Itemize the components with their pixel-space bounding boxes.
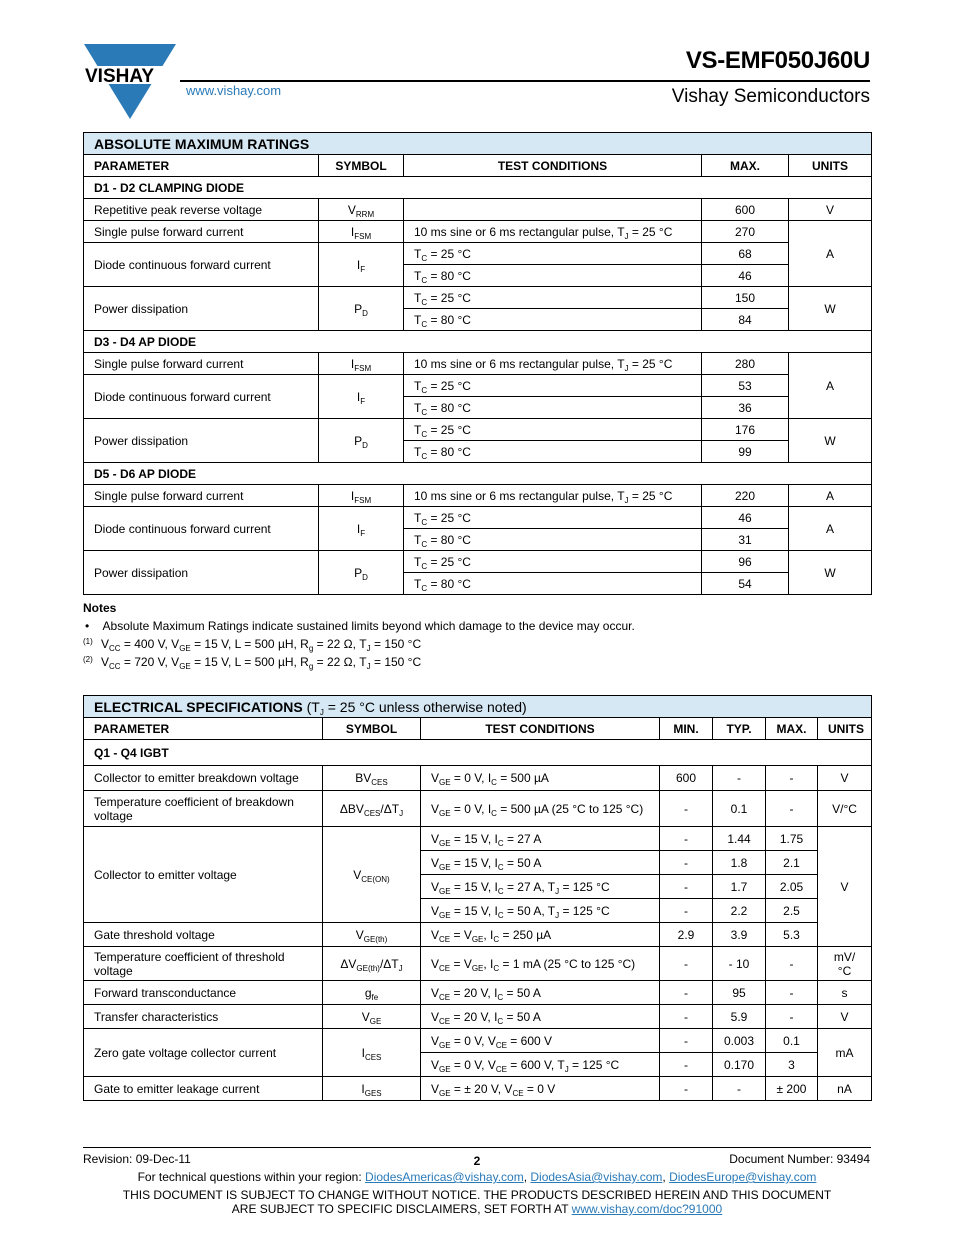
param-cell: Single pulse forward current	[84, 353, 319, 375]
param-cell: Diode continuous forward current	[84, 375, 319, 419]
unit-cell: A	[789, 507, 872, 551]
typ-cell: -	[713, 1077, 766, 1101]
typ-cell: 95	[713, 981, 766, 1005]
min-cell: -	[660, 791, 713, 827]
max-cell: 2.1	[766, 851, 818, 875]
typ-cell: 1.7	[713, 875, 766, 899]
typ-cell: -	[713, 766, 766, 791]
unit-cell: s	[818, 981, 872, 1005]
typ-cell: - 10	[713, 947, 766, 981]
company-name: Vishay Semiconductors	[671, 86, 870, 107]
param-cell: Transfer characteristics	[84, 1005, 323, 1029]
param-cell: Single pulse forward current	[84, 485, 319, 507]
symbol-cell: $I_F$	[319, 375, 404, 419]
symbol-cell: $I_{FSM}$	[319, 221, 404, 243]
email-americas-link[interactable]: DiodesAmericas@vishay.com	[365, 1170, 524, 1184]
cond-cell: 10 ms sine or 6 ms rectangular pulse, $T_J = 25$ °C	[404, 485, 702, 507]
table-row	[84, 243, 872, 265]
note-1: (1) $V_{CC} = 400$ V, $V_{GE} = 15$ V, L = 500 µH, $R_g = 22$ Ω, $T_J = 150$ °C	[83, 637, 422, 653]
min-cell: -	[660, 981, 713, 1005]
symbol-cell: $V_{GE(th)}$	[323, 923, 421, 947]
param-cell: Collector to emitter voltage	[84, 827, 323, 923]
cond-cell: $T_C = 25$ °C	[404, 551, 702, 573]
value-cell: 46	[702, 507, 789, 529]
max-cell: 5.3	[766, 923, 818, 947]
email-asia-link[interactable]: DiodesAsia@vishay.com	[530, 1170, 663, 1184]
unit-cell: mA	[818, 1029, 872, 1077]
min-cell: 600	[660, 766, 713, 791]
cond-cell: $T_C = 25$ °C	[404, 287, 702, 309]
value-cell: 150	[702, 287, 789, 309]
typ-cell: 1.44	[713, 827, 766, 851]
cond-cell: $T_C = 25$ °C	[404, 419, 702, 441]
cond-cell: $V_{GE} = 0$ V, $I_C = 500$ µA (25 °C to 125 °C)	[421, 791, 660, 827]
unit-cell: A	[789, 485, 872, 507]
note-bullet: • Absolute Maximum Ratings indicate sustained limits beyond which damage to the device may occur.	[85, 619, 635, 633]
table-row	[84, 419, 872, 441]
cond-cell: $T_C = 80$ °C	[404, 309, 702, 331]
value-cell: 36	[702, 397, 789, 419]
cond-cell: $V_{GE} = 0$ V, $V_{CE} = 600$ V, $T_J = 125$ °C	[421, 1053, 660, 1077]
param-cell: Temperature coefficient of threshold voltage	[84, 947, 323, 981]
param-cell: Repetitive peak reverse voltage	[84, 199, 319, 221]
contact-line: For technical questions within your region: DiodesAmericas@vishay.com, DiodesAsia@vishay.com, DiodesEurope@vishay.com	[137, 1170, 817, 1184]
param-cell: Gate to emitter leakage current	[84, 1077, 323, 1101]
param-cell: Diode continuous forward current	[84, 507, 319, 551]
max-cell: 2.5	[766, 899, 818, 923]
table-row	[84, 827, 872, 851]
unit-cell: A	[789, 353, 872, 419]
header-rule	[180, 80, 870, 82]
value-cell: 176	[702, 419, 789, 441]
col-header: MIN.	[660, 718, 713, 740]
cond-cell: $V_{GE} = 0$ V, $I_C = 500$ µA	[421, 766, 660, 791]
notes-title: Notes	[83, 601, 117, 615]
symbol-cell: $\Delta V_{GE(th)}/\Delta T_J$	[323, 947, 421, 981]
min-cell: -	[660, 899, 713, 923]
notes-section	[83, 601, 883, 670]
value-cell: 99	[702, 441, 789, 463]
param-cell: Power dissipation	[84, 287, 319, 331]
min-cell: -	[660, 1077, 713, 1101]
unit-cell: nA	[818, 1077, 872, 1101]
table-row	[84, 766, 872, 791]
col-header: TYP.	[713, 718, 766, 740]
table-row	[84, 1005, 872, 1029]
min-cell: -	[660, 851, 713, 875]
document-number: Document Number: 93494	[729, 1152, 870, 1166]
value-cell: 53	[702, 375, 789, 397]
typ-cell: 1.8	[713, 851, 766, 875]
cond-cell: $V_{GE} = 15$ V, $I_C = 27$ A	[421, 827, 660, 851]
symbol-cell: $V_{RRM}$	[319, 199, 404, 221]
cond-cell: $T_C = 25$ °C	[404, 243, 702, 265]
max-cell: -	[766, 947, 818, 981]
cond-cell: $V_{GE} = 15$ V, $I_C = 50$ A	[421, 851, 660, 875]
unit-cell: V	[818, 1005, 872, 1029]
group-row: D1 - D2 CLAMPING DIODE	[84, 177, 872, 199]
table-row	[84, 1029, 872, 1053]
table-row	[84, 287, 872, 309]
param-cell: Power dissipation	[84, 551, 319, 595]
disclaimer-link[interactable]: www.vishay.com/doc?91000	[571, 1202, 723, 1216]
symbol-cell: $I_{FSM}$	[319, 485, 404, 507]
electrical-specifications-table	[83, 695, 872, 1101]
cond-cell: $T_C = 25$ °C	[404, 375, 702, 397]
col-header: SYMBOL	[323, 718, 421, 740]
min-cell: -	[660, 947, 713, 981]
page-number: 2	[473, 1154, 481, 1168]
col-header: SYMBOL	[319, 155, 404, 177]
symbol-cell: $V_{GE}$	[323, 1005, 421, 1029]
param-cell: Single pulse forward current	[84, 221, 319, 243]
min-cell: -	[660, 1029, 713, 1053]
max-cell: -	[766, 1005, 818, 1029]
col-header: TEST CONDITIONS	[421, 718, 660, 740]
cond-cell: $T_C = 80$ °C	[404, 265, 702, 287]
value-cell: 54	[702, 573, 789, 595]
min-cell: -	[660, 1053, 713, 1077]
table-row	[84, 791, 872, 827]
value-cell: 46	[702, 265, 789, 287]
max-cell: -	[766, 766, 818, 791]
group-row: Q1 - Q4 IGBT	[84, 740, 872, 766]
table-row	[84, 923, 872, 947]
cond-cell: $T_C = 80$ °C	[404, 441, 702, 463]
table-title: ELECTRICAL SPECIFICATIONS ($T_J = 25$ °C unless otherwise noted)	[84, 696, 872, 718]
unit-cell: W	[789, 419, 872, 463]
cond-cell: $V_{CE} = V_{GE}$, $I_C = 250$ µA	[421, 923, 660, 947]
cond-cell	[404, 199, 702, 221]
param-cell: Power dissipation	[84, 419, 319, 463]
table-row	[84, 981, 872, 1005]
max-cell: 1.75	[766, 827, 818, 851]
param-cell: Zero gate voltage collector current	[84, 1029, 323, 1077]
min-cell: 2.9	[660, 923, 713, 947]
cond-cell: $V_{GE} = 15$ V, $I_C = 27$ A, $T_J = 125$ °C	[421, 875, 660, 899]
group-row: D5 - D6 AP DIODE	[84, 463, 872, 485]
value-cell: 280	[702, 353, 789, 375]
table-row	[84, 485, 872, 507]
website-link[interactable]: www.vishay.com	[186, 83, 282, 98]
param-cell: Collector to emitter breakdown voltage	[84, 766, 323, 791]
unit-cell: V	[818, 766, 872, 791]
typ-cell: 0.003	[713, 1029, 766, 1053]
symbol-cell: $I_F$	[319, 243, 404, 287]
cond-cell: $V_{GE} = 0$ V, $V_{CE} = 600$ V	[421, 1029, 660, 1053]
cond-cell: $V_{GE} = 15$ V, $I_C = 50$ A, $T_J = 125$ °C	[421, 899, 660, 923]
unit-cell: W	[789, 287, 872, 331]
typ-cell: 3.9	[713, 923, 766, 947]
value-cell: 96	[702, 551, 789, 573]
cond-cell: $V_{CE} = V_{GE}$, $I_C = 1$ mA (25 °C to 125 °C)	[421, 947, 660, 981]
max-cell: 2.05	[766, 875, 818, 899]
col-header: TEST CONDITIONS	[404, 155, 702, 177]
unit-cell: V	[818, 827, 872, 947]
footer-rule	[83, 1147, 871, 1148]
table-row	[84, 221, 872, 243]
cond-cell: $V_{CE} = 20$ V, $I_C = 50$ A	[421, 981, 660, 1005]
typ-cell: 2.2	[713, 899, 766, 923]
revision: Revision: 09-Dec-11	[83, 1152, 191, 1166]
value-cell: 270	[702, 221, 789, 243]
unit-cell: mV/°C	[818, 947, 872, 981]
col-header: MAX.	[702, 155, 789, 177]
table-row	[84, 551, 872, 573]
value-cell: 68	[702, 243, 789, 265]
table-row	[84, 199, 872, 221]
col-header: UNITS	[818, 718, 872, 740]
table-row	[84, 375, 872, 397]
col-header: MAX.	[766, 718, 818, 740]
cond-cell: 10 ms sine or 6 ms rectangular pulse, $T_J = 25$ °C	[404, 353, 702, 375]
cond-cell: $V_{CE} = 20$ V, $I_C = 50$ A	[421, 1005, 660, 1029]
table-header-row	[84, 155, 872, 177]
cond-cell: $T_C = 80$ °C	[404, 397, 702, 419]
max-cell: -	[766, 791, 818, 827]
typ-cell: 0.170	[713, 1053, 766, 1077]
param-cell: Gate threshold voltage	[84, 923, 323, 947]
symbol-cell: $I_{GES}$	[323, 1077, 421, 1101]
email-europe-link[interactable]: DiodesEurope@vishay.com	[669, 1170, 817, 1184]
col-header: PARAMETER	[84, 718, 323, 740]
min-cell: -	[660, 827, 713, 851]
max-cell: 0.1	[766, 1029, 818, 1053]
note-2: (2) $V_{CC} = 720$ V, $V_{GE} = 15$ V, L = 500 µH, $R_g = 22$ Ω, $T_J = 150$ °C	[83, 655, 422, 671]
table-row	[84, 507, 872, 529]
unit-cell: V	[789, 199, 872, 221]
symbol-cell: $I_F$	[319, 507, 404, 551]
unit-cell: V/°C	[818, 791, 872, 827]
max-cell: 3	[766, 1053, 818, 1077]
cond-cell: 10 ms sine or 6 ms rectangular pulse, $T_J = 25$ °C	[404, 221, 702, 243]
typ-cell: 0.1	[713, 791, 766, 827]
min-cell: -	[660, 875, 713, 899]
symbol-cell: $P_D$	[319, 419, 404, 463]
col-header: UNITS	[789, 155, 872, 177]
value-cell: 600	[702, 199, 789, 221]
unit-cell: W	[789, 551, 872, 595]
unit-cell: A	[789, 221, 872, 287]
vishay-logo	[84, 44, 176, 119]
symbol-cell: $g_{fe}$	[323, 981, 421, 1005]
value-cell: 84	[702, 309, 789, 331]
table-row	[84, 1077, 872, 1101]
absolute-maximum-ratings-table	[83, 132, 872, 595]
symbol-cell: $V_{CE(ON)}$	[323, 827, 421, 923]
disclaimer: THIS DOCUMENT IS SUBJECT TO CHANGE WITHOUT NOTICE. THE PRODUCTS DESCRIBED HEREIN AND THIS DOCUMENT ARE SUBJECT TO SPECIFIC DISCLAIMERS, SET FORTH AT www.vishay.com/doc?91000	[122, 1188, 832, 1216]
symbol-cell: $P_D$	[319, 287, 404, 331]
min-cell: -	[660, 1005, 713, 1029]
group-row: D3 - D4 AP DIODE	[84, 331, 872, 353]
table-row	[84, 353, 872, 375]
symbol-cell: $P_D$	[319, 551, 404, 595]
cond-cell: $V_{GE}$ = ± 20 V, $V_{CE} = 0$ V	[421, 1077, 660, 1101]
cond-cell: $T_C = 80$ °C	[404, 573, 702, 595]
symbol-cell: $I_{FSM}$	[319, 353, 404, 375]
table-row	[84, 947, 872, 981]
symbol-cell: $I_{CES}$	[323, 1029, 421, 1077]
col-header: PARAMETER	[84, 155, 319, 177]
max-cell: ± 200	[766, 1077, 818, 1101]
table-title: ABSOLUTE MAXIMUM RATINGS	[84, 133, 872, 155]
max-cell: -	[766, 981, 818, 1005]
value-cell: 31	[702, 529, 789, 551]
typ-cell: 5.9	[713, 1005, 766, 1029]
svg-text:VISHAY: VISHAY	[85, 66, 154, 87]
value-cell: 220	[702, 485, 789, 507]
cond-cell: $T_C = 25$ °C	[404, 507, 702, 529]
part-number: VS-EMF050J60U	[685, 47, 870, 74]
param-cell: Temperature coefficient of breakdown voltage	[84, 791, 323, 827]
symbol-cell: $BV_{CES}$	[323, 766, 421, 791]
cond-cell: $T_C = 80$ °C	[404, 529, 702, 551]
param-cell: Forward transconductance	[84, 981, 323, 1005]
param-cell: Diode continuous forward current	[84, 243, 319, 287]
symbol-cell: $\Delta BV_{CES}/\Delta T_J$	[323, 791, 421, 827]
table-header-row	[84, 718, 872, 740]
